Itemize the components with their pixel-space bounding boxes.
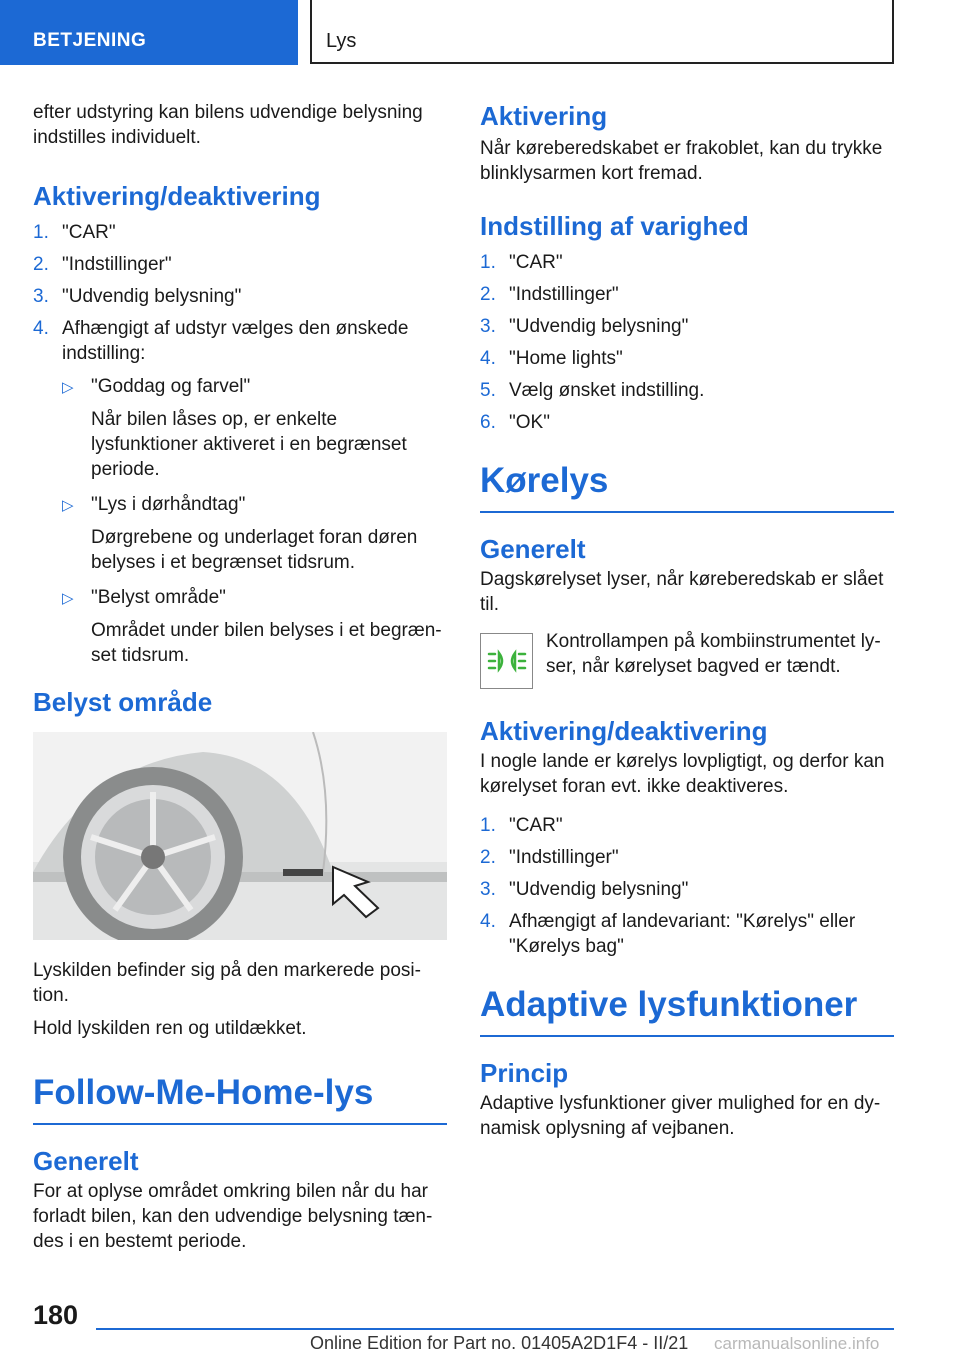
activation-steps <box>33 220 447 668</box>
photo-caption: Lyskilden befinder sig på den markerede posi- tion. <box>33 960 421 1006</box>
follow-general-text: For at oplyse området omkring bilen når du har forladt bilen, kan den udvendige belysning tæn- des i en bestemt periode. <box>33 1181 433 1252</box>
follow-general-heading: Generelt <box>33 1146 139 1176</box>
footer-divider <box>96 1328 894 1330</box>
list-item: 2. "Indstillinger" <box>33 254 172 275</box>
activation-heading: Aktivering/deaktivering <box>33 181 321 211</box>
page-number: 180 <box>33 1300 79 1330</box>
list-item: 1. "CAR" <box>33 222 116 243</box>
korelys-activation-text: I nogle lande er kørelys lovpligtigt, og derfor kan kørelyset foran evt. ikke deaktiveres. <box>480 751 885 797</box>
option-list <box>62 374 447 668</box>
section-tab <box>0 0 298 65</box>
right-activation-heading: Aktivering <box>480 101 608 131</box>
right-activation-text: Når køreberedskabet er frakoblet, kan du trykke blinklysarmen kort fremad. <box>480 138 883 184</box>
list-item: 2. "Indstillinger" <box>480 284 619 305</box>
korelys-general-heading: Generelt <box>480 534 586 564</box>
edition-text: Online Edition for Part no. 01405A2D1F4 - II/21 <box>310 1333 689 1353</box>
option-item: ▷ "Goddag og farvel" Når bilen låses op, er enkelte lysfunktioner aktiveret i en begrænset periode. <box>62 376 407 480</box>
list-item: 3. "Udvendig belysning" <box>33 286 242 307</box>
korelys-general-text: Dagskørelyset lyser, når køreberedskab er slået til. <box>480 569 884 615</box>
korelys-steps <box>480 813 894 959</box>
adaptive-title: Adaptive lysfunktioner <box>480 983 894 1037</box>
daytime-running-lights-icon <box>480 633 533 689</box>
left-column <box>33 100 447 1254</box>
list-item: 1. "CAR" <box>480 815 563 836</box>
option-item: ▷ "Lys i dørhåndtag" Dørgrebene og underlaget foran døren belyses i et begrænset tidsrum. <box>62 494 418 573</box>
car-photo <box>33 732 447 940</box>
chapter-header <box>310 0 894 64</box>
belyst-heading: Belyst område <box>33 687 213 717</box>
list-item: 4. Afhængigt af udstyr vælges den ønskede indstilling: ▷ "Goddag og farvel" Når bilen låses op, er enkelte lysfunktioner aktiveret i en begrænset periode. ▷ "Lys i dørhåndtag" Dørgrebene og underlaget foran døren belyses i et begrænset tidsrum. ▷ "Belyst område" Området under bilen belyses i et begræn- set tidsrum. <box>33 316 447 668</box>
list-item: 3. "Udvendig belysning" <box>480 316 689 337</box>
section-label: BETJENING <box>33 30 147 51</box>
list-item: 4. "Home lights" <box>480 348 623 369</box>
duration-heading: Indstilling af varighed <box>480 211 749 241</box>
watermark: carmanualsonline.info <box>714 1334 880 1353</box>
photo-note: Hold lyskilden ren og utildækket. <box>33 1018 307 1039</box>
chapter-title: Lys <box>326 30 357 52</box>
indicator-text: Kontrollampen på kombiinstrumentet ly- ser, når kørelyset bagved er tændt. <box>546 631 881 677</box>
follow-me-home-title: Follow-Me-Home-lys <box>33 1071 447 1125</box>
list-item: 6. "OK" <box>480 412 550 433</box>
option-item: ▷ "Belyst område" Området under bilen belyses i et begræn- set tidsrum. <box>62 587 442 666</box>
triangle-bullet-icon: ▷ <box>62 497 74 514</box>
korelys-title: Kørelys <box>480 459 894 513</box>
triangle-bullet-icon: ▷ <box>62 590 74 607</box>
principle-text: Adaptive lysfunktioner giver mulighed for en dy- namisk oplysning af vejbanen. <box>480 1093 881 1139</box>
duration-steps <box>480 250 894 435</box>
list-item: 5. Vælg ønsket indstilling. <box>480 380 705 401</box>
list-item: 2. "Indstillinger" <box>480 847 619 868</box>
principle-heading: Princip <box>480 1058 569 1088</box>
korelys-activation-heading: Aktivering/deaktivering <box>480 716 768 746</box>
intro-text: efter udstyring kan bilens udvendige belysning indstilles individuelt. <box>33 102 423 148</box>
indicator-row <box>480 629 894 689</box>
list-item: 3. "Udvendig belysning" <box>480 879 689 900</box>
triangle-bullet-icon: ▷ <box>62 379 74 396</box>
right-column <box>480 100 894 1141</box>
list-item: 4. Afhængigt af landevariant: "Kørelys" eller "Kørelys bag" <box>480 911 856 957</box>
list-item: 1. "CAR" <box>480 252 563 273</box>
car-wheel-illustration <box>33 732 447 940</box>
